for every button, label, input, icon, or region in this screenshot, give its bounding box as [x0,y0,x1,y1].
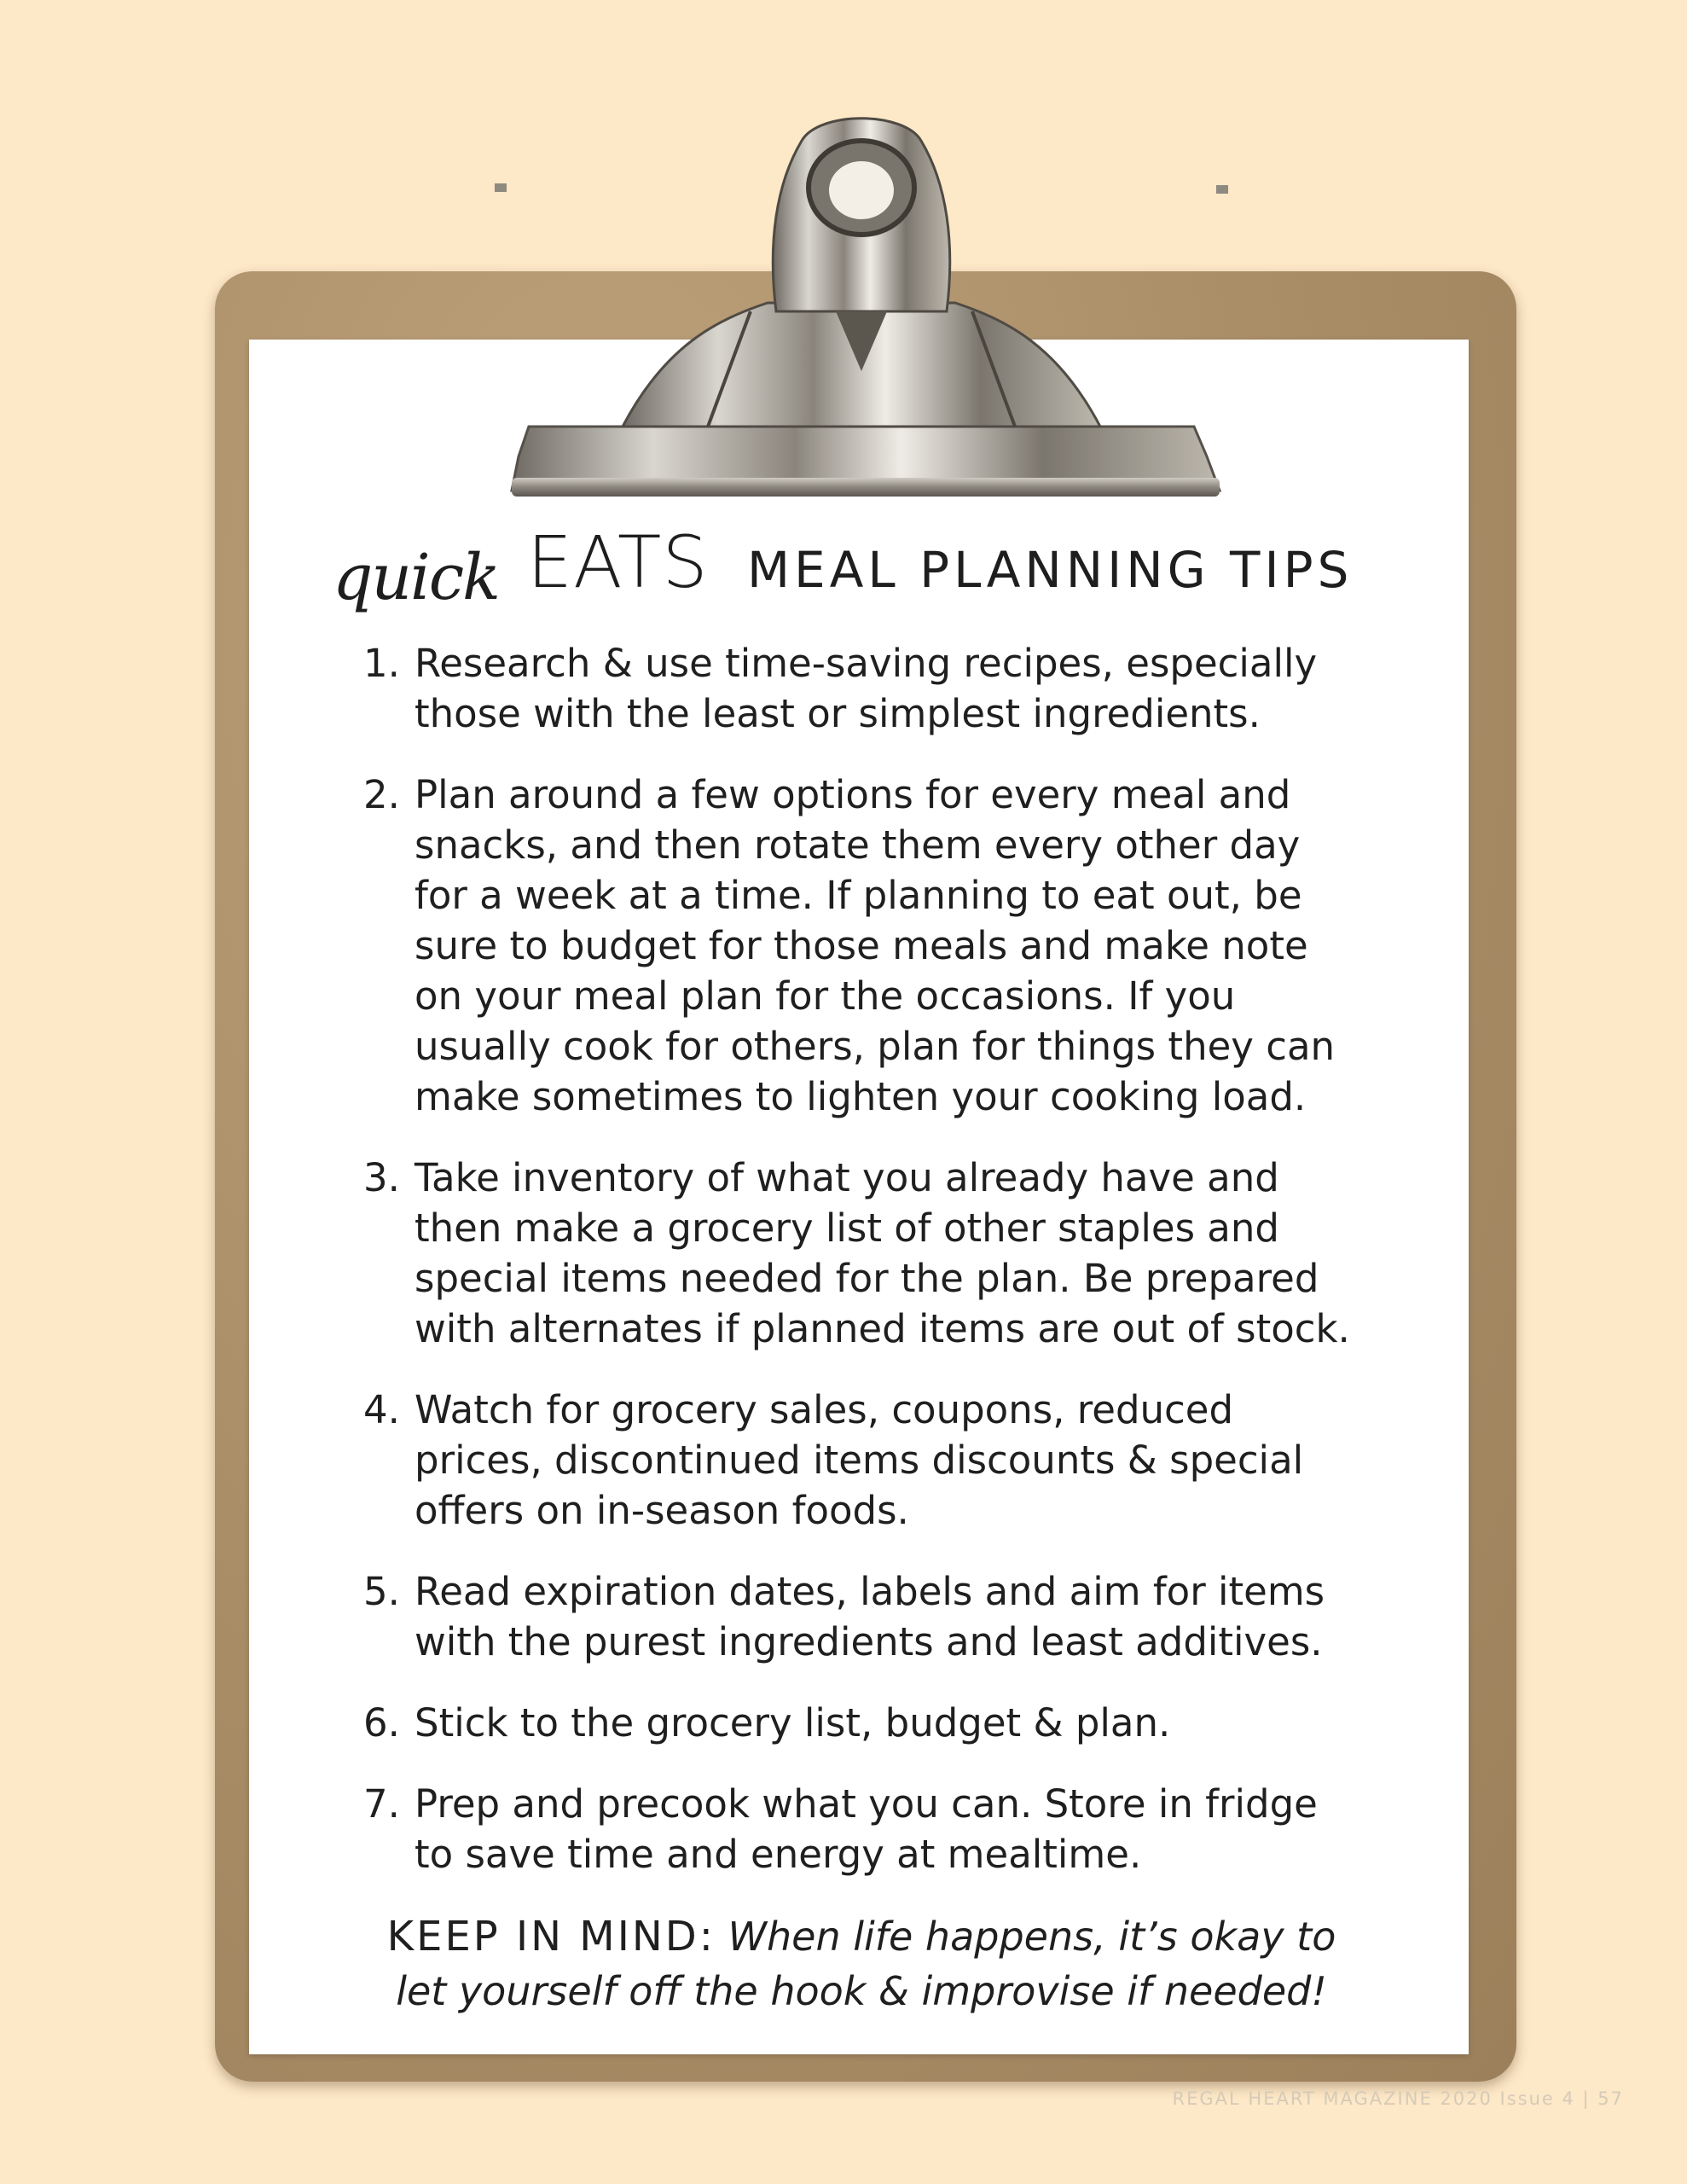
tip-number: 4. [363,1387,400,1432]
title-bold-word: EATS [527,520,709,604]
tip-line: with the purest ingredients and least additives. [415,1619,1323,1664]
tips-list [350,638,1373,1910]
page-title [333,520,1441,648]
keep-in-mind-note [256,1909,1467,2018]
tip-line: Prep and precook what you can. Store in fridge [415,1781,1318,1827]
tip-item-4 [350,1385,1373,1536]
tip-item-1 [350,638,1373,739]
tip-item-2 [350,770,1373,1122]
tip-line: Stick to the grocery list, budget & plan. [415,1700,1171,1745]
tip-line: to save time and energy at mealtime. [415,1832,1142,1877]
tip-number: 2. [363,772,400,817]
keep-in-mind-line-2: let yourself off the hook & improvise if needed! [396,1968,1327,2014]
tip-line: those with the least or simplest ingredients. [415,691,1261,736]
tip-line: Take inventory of what you already have and [415,1155,1279,1200]
tip-line: usually cook for others, plan for things they can [415,1024,1336,1069]
tip-line: prices, discontinued items discounts & special [415,1438,1304,1483]
keep-in-mind-label: KEEP IN MIND: [386,1913,716,1960]
tip-item-5 [350,1566,1373,1667]
tip-line: sure to budget for those meals and make note [415,923,1308,968]
tip-number: 1. [363,641,400,686]
tip-line: offers on in-season foods. [415,1488,909,1533]
tip-line: snacks, and then rotate them every other day [415,822,1301,868]
keep-in-mind-line-1: When life happens, it’s okay to [728,1914,1336,1960]
tip-line: Read expiration dates, labels and aim for items [415,1569,1325,1614]
page-footer: REGAL HEART MAGAZINE 2020 Issue 4 | 57 [1172,2088,1624,2109]
tip-item-6 [350,1698,1373,1748]
tip-line: on your meal plan for the occasions. If you [415,973,1236,1019]
tip-line: Research & use time-saving recipes, especially [415,641,1318,686]
title-subtitle: MEAL PLANNING TIPS [747,541,1354,599]
title-script-word: quick [333,541,499,614]
tip-line: Watch for grocery sales, coupons, reduced [415,1387,1234,1432]
tip-number: 5. [363,1569,400,1614]
tip-item-7 [350,1779,1373,1879]
tip-item-3 [350,1153,1373,1354]
tip-line: make sometimes to lighten your cooking load. [415,1074,1307,1119]
tip-line: then make a grocery list of other staples and [415,1205,1279,1251]
tip-line: with alternates if planned items are out of stock. [415,1306,1350,1351]
tip-number: 3. [363,1155,400,1200]
tip-line: Plan around a few options for every meal and [415,772,1291,817]
tip-number: 7. [363,1781,400,1827]
tip-line: for a week at a time. If planning to eat out, be [415,873,1302,918]
tip-number: 6. [363,1700,400,1745]
tip-line: special items needed for the plan. Be prepared [415,1256,1319,1301]
binder-clip-icon [495,90,1228,516]
